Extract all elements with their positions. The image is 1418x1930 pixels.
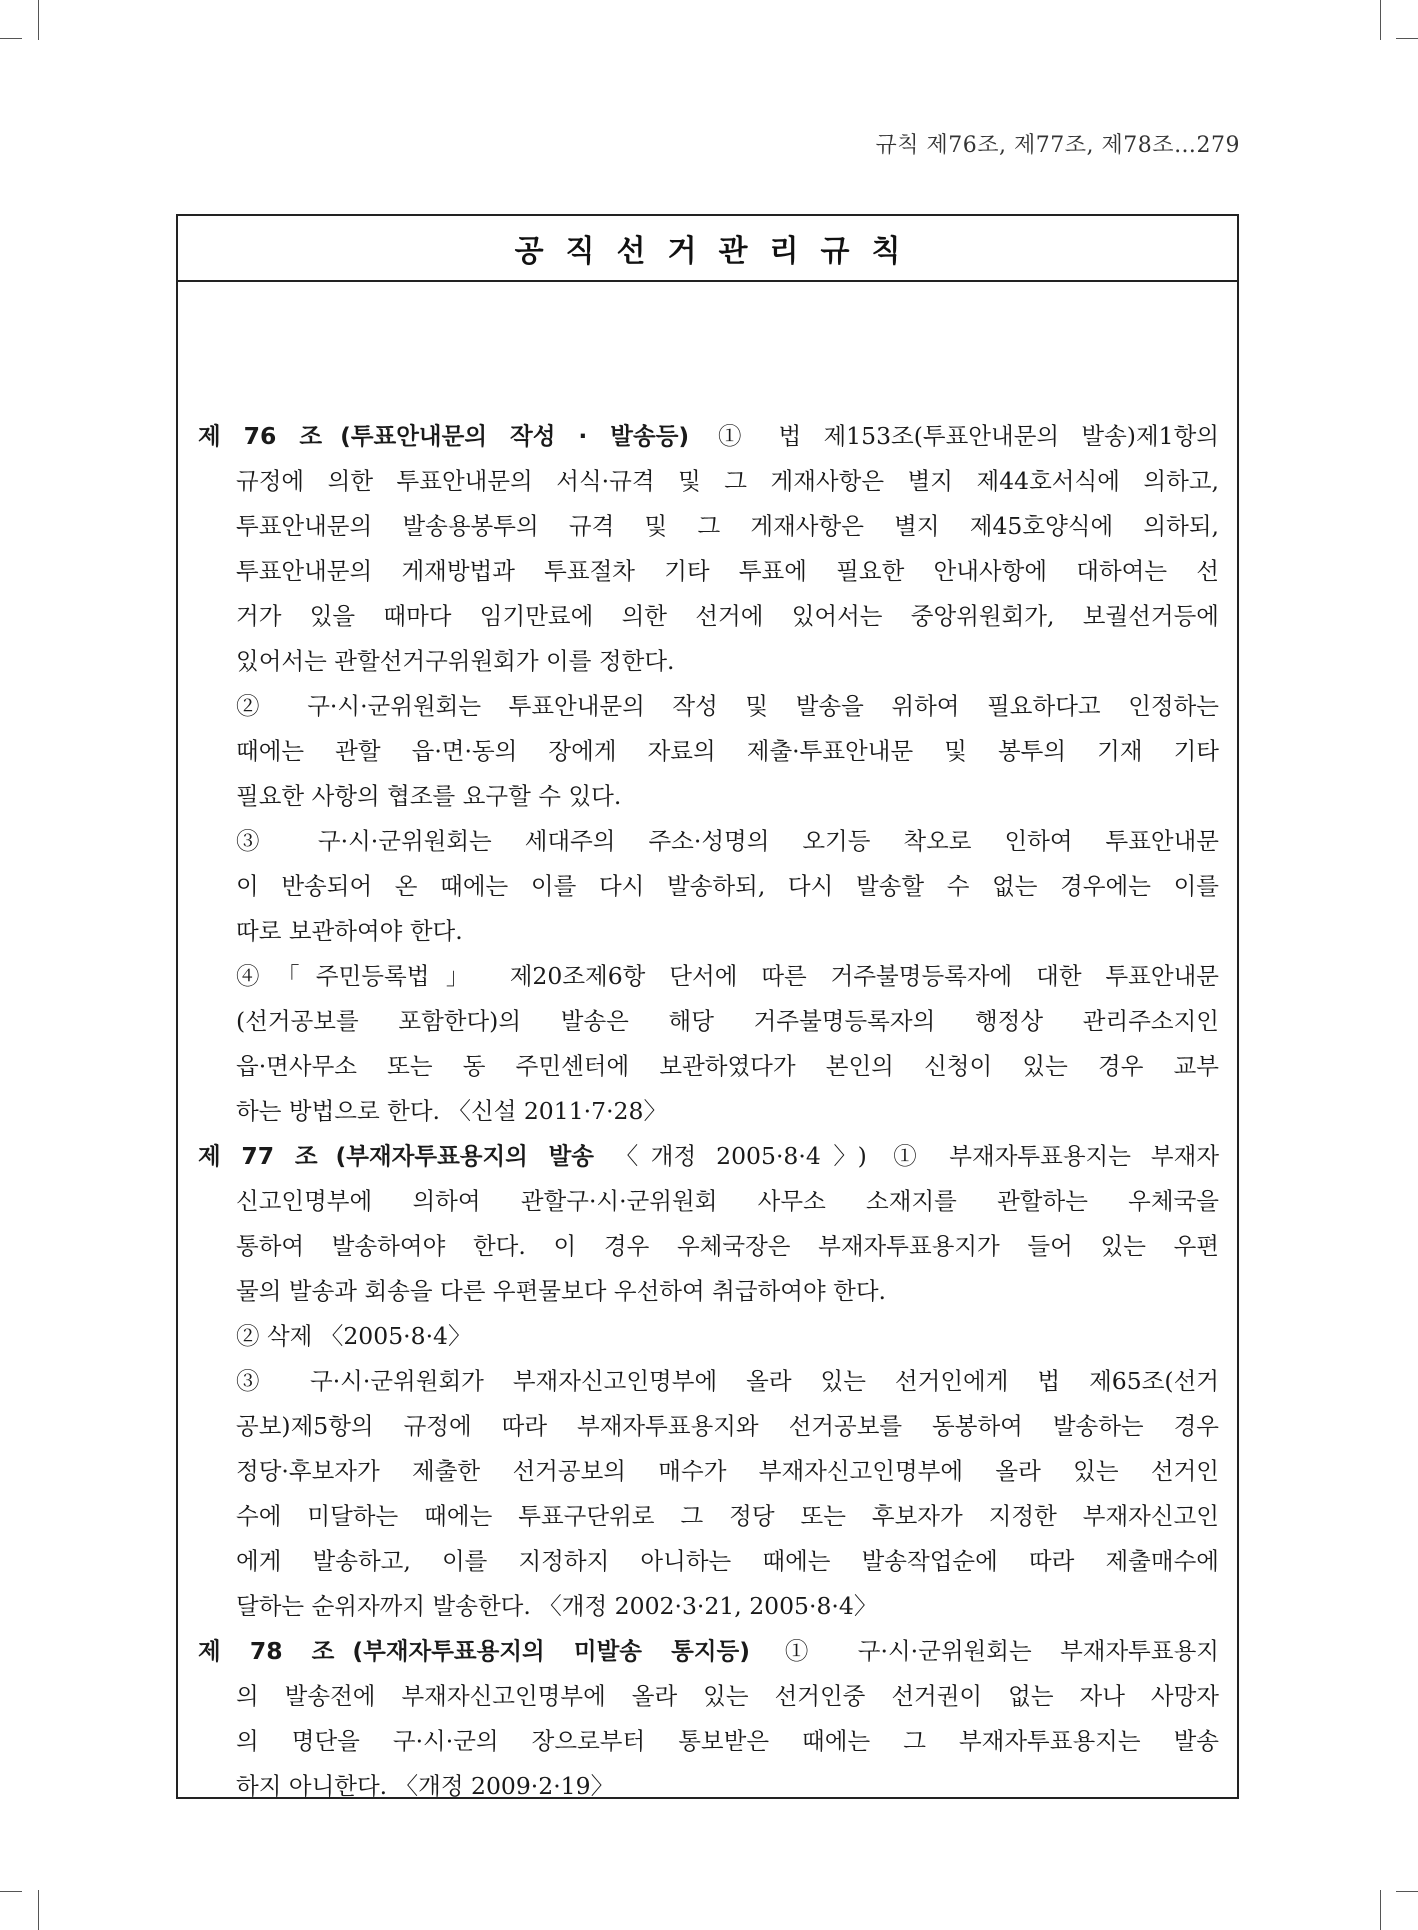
crop-mark-top-left-h	[0, 38, 22, 39]
crop-mark-bottom-right-v	[1380, 1890, 1381, 1930]
article-title	[340, 422, 689, 450]
article-first-line: ① 법 제153조(투표안내문의 발송)제1항의	[703, 422, 1219, 450]
article-title-text: (부재자투표용지의 발송	[335, 1142, 594, 1170]
document-body	[178, 282, 1237, 1809]
article-line: 달하는 순위자까지 발송한다. 〈개정 2002·3·21, 2005·8·4〉	[236, 1592, 878, 1620]
article-line: 신고인명부에 의하여 관할구·시·군위원회 사무소 소재지를 관할하는 우체국을	[236, 1187, 1219, 1215]
article-line: (선거공보를 포함한다)의 발송은 해당 거주불명등록자의 행정상 관리주소지인	[236, 1007, 1219, 1035]
crop-mark-bottom-left-h	[0, 1891, 22, 1892]
article-line: 규정에 의한 투표안내문의 서식·규격 및 그 게재사항은 별지 제44호서식에 의하고,	[236, 467, 1219, 495]
crop-mark-bottom-left-v	[38, 1890, 39, 1930]
running-header: 규칙 제76조, 제77조, 제78조…279	[875, 133, 1240, 158]
article-76	[198, 414, 1219, 1134]
article-number: 제 77 조	[198, 1142, 318, 1170]
article-78	[198, 1629, 1219, 1809]
article-line: 따로 보관하여야 한다.	[236, 917, 463, 945]
article-title	[336, 1142, 867, 1170]
article-line: 필요한 사항의 협조를 요구할 수 있다.	[236, 782, 622, 810]
article-77	[198, 1134, 1219, 1629]
article-line: ③ 구·시·군위원회가 부재자신고인명부에 올라 있는 선거인에게 법 제65조(선거	[236, 1367, 1219, 1395]
title-row	[178, 216, 1237, 282]
article-line: 정당·후보자가 제출한 선거공보의 매수가 부재자신고인명부에 올라 있는 선거인	[236, 1457, 1219, 1485]
article-amendment-note: 〈개정 2005·8·4〉)	[614, 1142, 867, 1170]
article-first-line: ① 구·시·군위원회는 부재자투표용지	[763, 1637, 1219, 1665]
crop-mark-bottom-right-h	[1396, 1891, 1418, 1892]
article-title	[352, 1637, 750, 1665]
article-heading	[198, 1134, 1219, 1179]
article-number: 제 78 조	[198, 1637, 335, 1665]
article-line: ② 삭제 〈2005·8·4〉	[236, 1322, 472, 1350]
article-line: 통하여 발송하여야 한다. 이 경우 우체국장은 부재자투표용지가 들어 있는 우편	[236, 1232, 1219, 1260]
article-title-text: (투표안내문의 작성 · 발송등)	[340, 422, 690, 450]
document-frame	[176, 214, 1239, 1799]
article-line: 투표안내문의 발송용봉투의 규격 및 그 게재사항은 별지 제45호양식에 의하되,	[236, 512, 1219, 540]
article-line: 거가 있을 때마다 임기만료에 의한 선거에 있어서는 중앙위원회가, 보궐선거등에	[236, 602, 1219, 630]
article-line: 이 반송되어 온 때에는 이를 다시 발송하되, 다시 발송할 수 없는 경우에는 이를	[236, 872, 1219, 900]
article-line: 읍·면사무소 또는 동 주민센터에 보관하였다가 본인의 신청이 있는 경우 교부	[236, 1052, 1219, 1080]
article-line: 에게 발송하고, 이를 지정하지 아니하는 때에는 발송작업순에 따라 제출매수에	[236, 1547, 1219, 1575]
article-line: 수에 미달하는 때에는 투표구단위로 그 정당 또는 후보자가 지정한 부재자신고인	[236, 1502, 1219, 1530]
article-heading	[198, 1629, 1219, 1674]
article-line: 하지 아니한다. 〈개정 2009·2·19〉	[236, 1772, 615, 1800]
book-title: 공직선거관리규칙	[514, 234, 923, 269]
article-line: 하는 방법으로 한다. 〈신설 2011·7·28〉	[236, 1097, 667, 1125]
article-line: 때에는 관할 읍·면·동의 장에게 자료의 제출·투표안내문 및 봉투의 기재 기타	[236, 737, 1219, 765]
article-line: 의 명단을 구·시·군의 장으로부터 통보받은 때에는 그 부재자투표용지는 발송	[236, 1727, 1219, 1755]
article-heading	[198, 414, 1219, 459]
article-line: 물의 발송과 회송을 다른 우편물보다 우선하여 취급하여야 한다.	[236, 1277, 886, 1305]
article-line: ② 구·시·군위원회는 투표안내문의 작성 및 발송을 위하여 필요하다고 인정하는	[236, 692, 1219, 720]
article-line: 투표안내문의 게재방법과 투표절차 기타 투표에 필요한 안내사항에 대하여는 선	[236, 557, 1219, 585]
crop-mark-top-right-h	[1396, 38, 1418, 39]
article-line: ④「주민등록법」 제20조제6항 단서에 따른 거주불명등록자에 대한 투표안내문	[236, 962, 1219, 990]
article-first-line: ① 부재자투표용지는 부재자	[880, 1142, 1220, 1170]
article-number: 제 76 조	[198, 422, 323, 450]
article-title-text: (부재자투표용지의 미발송 통지등)	[352, 1637, 750, 1665]
crop-mark-top-right-v	[1380, 0, 1381, 40]
article-line: ③ 구·시·군위원회는 세대주의 주소·성명의 오기등 착오로 인하여 투표안내문	[236, 827, 1219, 855]
article-line: 공보)제5항의 규정에 따라 부재자투표용지와 선거공보를 동봉하여 발송하는 경우	[236, 1412, 1219, 1440]
crop-mark-top-left-v	[38, 0, 39, 40]
article-line: 의 발송전에 부재자신고인명부에 올라 있는 선거인중 선거권이 없는 자나 사망자	[236, 1682, 1219, 1710]
article-line: 있어서는 관할선거구위원회가 이를 정한다.	[236, 647, 675, 675]
